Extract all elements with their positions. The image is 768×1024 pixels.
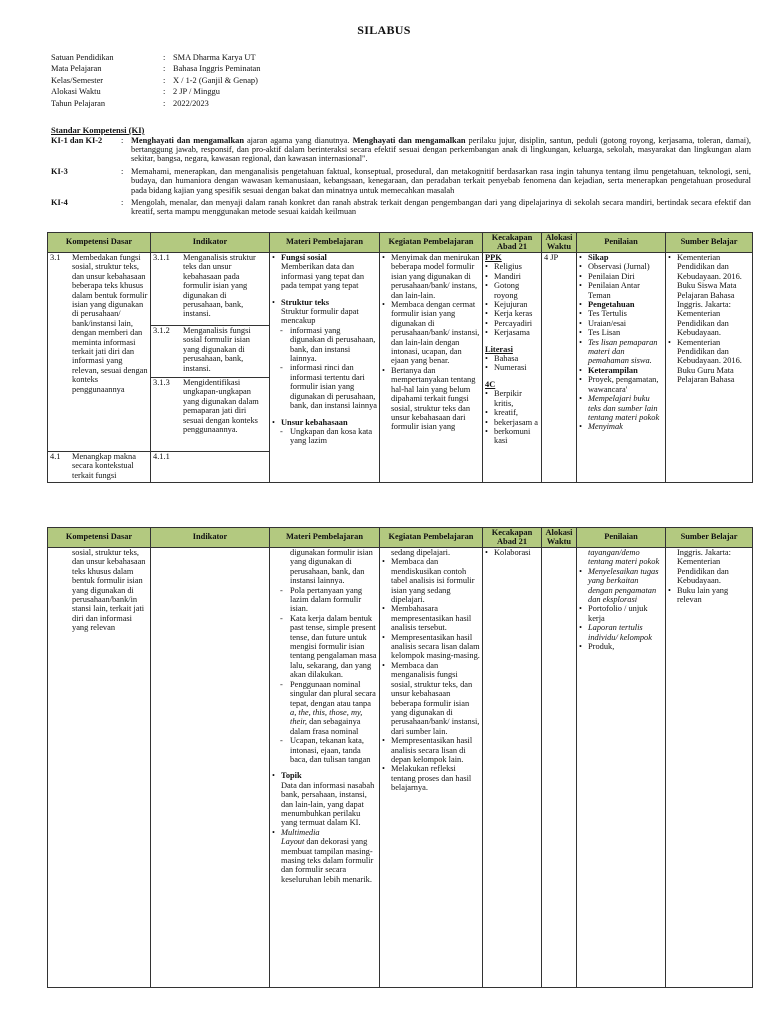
- col-header: Kompetensi Dasar: [48, 528, 151, 548]
- col-header: Kegiatan Pembelajaran: [380, 233, 483, 253]
- identity-key: Mata Pelajaran: [51, 64, 102, 74]
- kegiatan-cell: sedang dipelajari. • Membaca dan mendiskusikan contoh tabel analisis isi formulir isian yang sedang dipelajari. • Membahasara mempresentasikan hasil analisis tersebut. • Mempresentasikan hasil analisis secara lisan dalam kelompok masing-masing. • Membaca dan menganalisis fungsi sosial, struktur teks, dan unsur kebahasaan beberapa formulir isian yang digunakan di perusahaan/bank/ instansi, dari sumber lain. • Mempresentasikan hasil analisis secara lisan di depan kelompok lain. • Melakukan refleksi tentang proses dan hasil belajarnya.: [380, 548, 483, 988]
- sumber-cell: Inggris. Jakarta: Kementerian Pendidikan dan Kebudayaan. • Buku lain yang relevan: [666, 548, 753, 988]
- silabus-table: [47, 232, 753, 483]
- indikator-cell: [151, 253, 270, 483]
- sumber-cell: • Kementerian Pendidikan dan Kebudayaan. 2016. Buku Siswa Mata Pelajaran Bahasa Inggris. Jakarta: Kementerian Pendidikan dan Kebudayaan. • Kementerian Pendidikan dan Kebudayaan. 2016. Buku Guru Mata Pelajaran Bahasa: [666, 253, 753, 483]
- col-header: Alokasi Waktu: [542, 233, 577, 253]
- identity-value: X / 1-2 (Ganjil & Genap): [173, 75, 258, 85]
- col-header: Materi Pembelajaran: [270, 528, 380, 548]
- identity-row: Alokasi Waktu : 2 JP / Minggu: [51, 87, 451, 98]
- kd-text: Membedakan fungsi sosial, struktur teks, dan unsur kebahasaan beberapa teks khusus dalam bentuk formulir isian yang digunakan di perusahaan/ bank/instansi lain, dengan memberi dan meminta informasi terkait jati diri dan informasi yang relevan, sesuai dengan konteks penggunaannya: [72, 253, 148, 394]
- col-header: Materi Pembelajaran: [270, 233, 380, 253]
- identity-key: Tahun Pelajaran: [51, 98, 106, 108]
- identity-key: Satuan Pendidikan: [51, 53, 114, 62]
- col-header: Kecakapan Abad 21: [483, 233, 542, 253]
- silabus-table-continued: [47, 527, 753, 988]
- identity-key: Kelas/Semester: [51, 75, 104, 85]
- indicator-item: 3.1.2 Menganalisis fungsi sosial formulir isian yang digunakan di perusahaan, bank, instansi.: [151, 326, 269, 378]
- ki-text: Mengolah, menalar, dan menyaji dalam ranah konkret dan ranah abstrak terkait dengan pengembangan dari yang dipelajarinya di sekolah secara mandiri, bertindak secara efektif dan kreatif, serta mampu menggunakan metode sesuai kaidah keilmuan: [131, 198, 751, 217]
- col-header: Alokasi Waktu: [542, 528, 577, 548]
- col-header: Kegiatan Pembelajaran: [380, 528, 483, 548]
- penilaian-cell: tayangan/demo tentang materi pokok • Menyelesaikan tugas yang berkaitan dengan pengamatan dan eksplorasi • Portofolio / unjuk kerja • Laporan tertulis individu/ kelompok • Produk,: [577, 548, 666, 988]
- table-row: [48, 253, 753, 483]
- ki-row: KI-4 : Mengolah, menalar, dan menyaji dalam ranah konkret dan ranah abstrak terkait dengan pengembangan dari yang dipelajarinya di sekolah secara mandiri, bertindak secara efektif dan kreatif, serta mampu menggunakan metode sesuai kaidah keilmuan: [51, 198, 751, 217]
- identity-row: Kelas/Semester : X / 1-2 (Ganjil & Genap): [51, 76, 451, 87]
- kd-text: Menangkap makna secara kontekstual terkait fungsi: [72, 452, 136, 480]
- penilaian-cell: • Sikap • Observasi (Jurnal) • Penilaian Diri • Penilaian Antar Teman • Pengetahuan • Tes Tertulis • Uraian/esai • Tes Lisan • Tes lisan pemaparan materi dan pemahaman siswa. • Keterampilan • Proyek, pengamatan, wawancara' • Mempelajari buku teks dan sumber lain tentang materi pokok • Menyimak: [577, 253, 666, 483]
- identity-key: Alokasi Waktu: [51, 87, 101, 97]
- ki-key: KI-1 dan KI-2: [51, 135, 103, 145]
- table-header-row: [48, 528, 753, 548]
- ki-heading: Standar Kompetensi (KI): [51, 125, 145, 135]
- ki-row: KI-3 : Memahami, menerapkan, dan menganalisis pengetahuan faktual, konseptual, prosedural, dan metakognitif berdasarkan rasa ingin tahunya tentang ilmu pengetahuan, teknologi, seni, budaya, dan humaniora dengan wawasan kemanusiaan, kebangsaan, kenegaraan, dan peradaban terkait penyebab fenomena dan kejadian, serta menerapkan pengetahuan prosedural pada bidang kajian yang spesifik sesuai dengan bakat dan minatnya untuk memecahkan masalah: [51, 166, 751, 195]
- col-header: Indikator: [151, 233, 270, 253]
- ki-key: KI-4: [51, 198, 68, 208]
- identity-block: [51, 53, 451, 110]
- materi-cell: digunakan formulir isian yang digunakan di perusahaan, bank, dan instansi lainnya. - Pola pertanyaan yang lazim dalam formulir isian. - Kata kerja dalam bentuk past tense, simple present tense, dan future untuk mengisi formulir isian tentang pengalaman masa lalu, sekarang, dan yang akan dilakukan. - Penggunaan nominal singular dan plural secara tepat, dengan atau tanpa a, the, this, those, my, their, dan sebagainya dalam frasa nominal - Ucapan, tekanan kata, intonasi, ejaan, tanda baca, dan tulisan tangan • Topik Data dan informasi nasabah bank, persahaan, instansi, dan lain-lain, yang dapat menumbuhkan perilaku yang termuat dalam KI. • Multimedia Layout dan dekorasi yang membuat tampilan masing-masing teks dalam formulir dan formulir secara keseluruhan lebih menarik.: [270, 548, 380, 988]
- kd-cell: sosial, struktur teks, dan unsur kebahasaan teks khusus dalam bentuk formulir isian yang digunakan di perusahaan/bank/in stansi lain, terkait jati diri dan informasi yang relevan: [48, 548, 151, 988]
- col-header: Penilaian: [577, 233, 666, 253]
- indicator-item: 4.1.1: [153, 452, 170, 461]
- col-header: Kompetensi Dasar: [48, 233, 151, 253]
- kecakapan-cell: • Kolaborasi: [483, 548, 542, 988]
- document-title: SILABUS: [357, 23, 411, 37]
- kd-cell: [48, 253, 151, 483]
- ki-section: [51, 126, 751, 217]
- identity-value: SMA Dharma Karya UT: [173, 53, 256, 62]
- col-header: Sumber Belajar: [666, 233, 753, 253]
- kegiatan-cell: • Menyimak dan menirukan beberapa model formulir isian yang digunakan di perusahaan/bank/ instans, dan lain-lain. • Membaca dengan cermat formulir isian yang digunakan di perusahaan/bank/ instansi, dan lain-lain dengan intonasi, ucapan, dan ejaan yang benar. • Bertanya dan mempertanyakan tentang hal-hal lain yang belum dipahami terkait fungsi sosial, struktur teks dan unsur kebahasaan dari formulir isian yang: [380, 253, 483, 483]
- identity-value: 2 JP / Minggu: [173, 87, 220, 97]
- col-header: Penilaian: [577, 528, 666, 548]
- ki-text: Memahami, menerapkan, dan menganalisis pengetahuan faktual, konseptual, prosedural, dan metakognitif berdasarkan rasa ingin tahunya tentang ilmu pengetahuan, teknologi, seni, budaya, dan humaniora dengan wawasan kemanusiaan, kebangsaan, kenegaraan, dan peradaban terkait penyebab fenomena dan kejadian, serta menerapkan pengetahuan prosedural pada bidang kajian yang spesifik sesuai dengan bakat dan minatnya untuk memecahkan masalah: [131, 166, 751, 195]
- kecakapan-cell: PPK • Religius • Mandiri • Gotong royong • Kejujuran • Kerja keras • Percayadiri • Kerjasama Literasi • Bahasa • Numerasi 4C • Berpikir kritis, • kreatif, • bekerjasam a • berkomuni kasi: [483, 253, 542, 483]
- table-header-row: [48, 233, 753, 253]
- kd-number: 3.1: [50, 253, 61, 262]
- identity-value: 2022/2023: [173, 98, 209, 108]
- table-row: [48, 548, 753, 988]
- col-header: Sumber Belajar: [666, 528, 753, 548]
- ki-text: Menghayati dan mengamalkan ajaran agama yang dianutnya. Menghayati dan mengamalkan perilaku jujur, disiplin, santun, peduli (gotong royong, kerjasama, toleran, damai), bertanggung jawab, responsif, dan pro-aktif dalam berinteraksi secara efektif sesuai dengan perkembangan anak di lingkungan, keluarga, sekolah, masyarakat dan lingkungan alam sekitar, bangsa, negara, kawasan regional, dan kawasan internasional".: [131, 135, 752, 164]
- indicator-item: 3.1.1 Menganalisis struktur teks dan unsur kebahasaan pada formulir isian yang digunakan di perusahaan, bank, instansi.: [151, 253, 269, 326]
- identity-row: Mata Pelajaran : Bahasa Inggris Peminatan: [51, 64, 451, 75]
- indicator-item: 3.1.3 Mengidentifikasi ungkapan-ungkapan yang digunakan dalam pemaparan jati diri sesuai dengan konteks penggunaannya.: [151, 378, 269, 452]
- identity-row: Satuan Pendidikan : SMA Dharma Karya UT: [51, 53, 451, 64]
- ki-key: KI-3: [51, 166, 68, 176]
- alokasi-cell: 4 JP: [542, 253, 577, 483]
- col-header: Indikator: [151, 528, 270, 548]
- kd-number: 4.1: [50, 452, 61, 461]
- col-header: Kecakapan Abad 21: [483, 528, 542, 548]
- materi-cell: • Fungsi sosial Memberikan data dan informasi yang tepat dan pada tempat yang tepat • Struktur teks Struktur formulir dapat mencakup - informasi yang digunakan di perusahaan, bank, dan instansi lainnya. - informasi rinci dan informasi tertentu dari formulir isian yang digunakan di perusahaan, bank, dan instansi lainnya • Unsur kebahasaan - Ungkapan dan kosa kata yang lazim: [270, 253, 380, 483]
- identity-row: Tahun Pelajaran : 2022/2023: [51, 99, 451, 110]
- identity-value: Bahasa Inggris Peminatan: [173, 64, 261, 74]
- alokasi-cell: [542, 548, 577, 988]
- indikator-cell: [151, 548, 270, 988]
- ki-row: KI-1 dan KI-2 : Menghayati dan mengamalkan ajaran agama yang dianutnya. Menghayati dan mengamalkan perilaku jujur, disiplin, santun, peduli (gotong royong, kerjasama, toleran, damai), bertanggung jawab, responsif, dan pro-aktif dalam berinteraksi secara efektif sesuai dengan perkembangan anak di lingkungan, keluarga, sekolah, masyarakat dan lingkungan alam sekitar, bangsa, negara, kawasan regional, dan kawasan internasional".: [51, 135, 752, 164]
